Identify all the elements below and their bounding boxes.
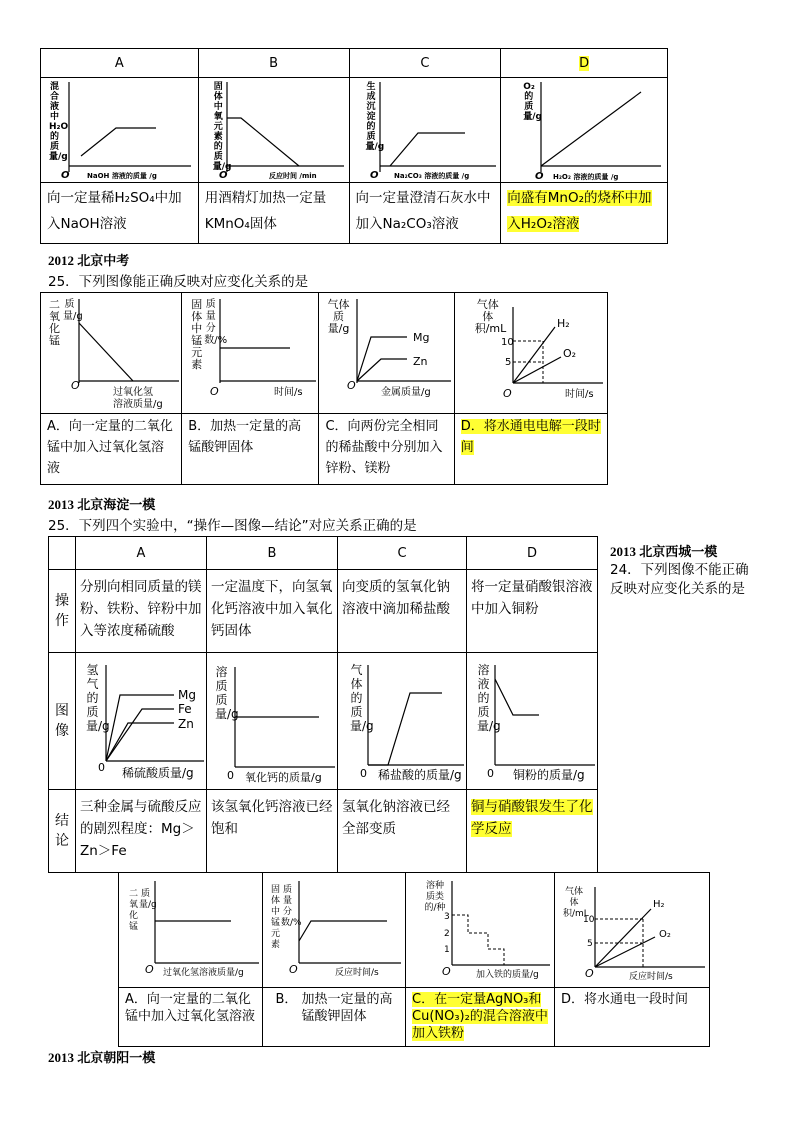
tick-label: 5	[504, 357, 512, 368]
chart-cell-c	[338, 653, 467, 790]
axis-y-label: 固体中锰元素	[191, 298, 203, 371]
svg-text:0: 0	[360, 767, 367, 780]
axis-y-label: 气体体积/mL	[474, 298, 507, 335]
question-25-2012: 25．下列图像能正确反映对应变化关系的是	[48, 274, 309, 290]
row-label-op: 操作	[49, 570, 76, 653]
option-b: 用酒精灯加热一定量KMnO₄固体	[198, 183, 349, 244]
chart-cell-a	[119, 873, 263, 988]
svg-text:O: O	[502, 387, 512, 400]
tick-label: 1	[444, 945, 450, 955]
option-c: C．在一定量AgNO₃和Cu(NO₃)₂的混合溶液中加入铁粉	[406, 988, 555, 1047]
option-b: B．加热一定量的高锰酸钾固体	[182, 414, 319, 485]
axis-y-label: 混合液中H₂O的质量/g	[49, 82, 69, 162]
svg-text:O: O	[585, 967, 594, 980]
header-b: B	[207, 537, 338, 570]
axis-y-label: 溶种质类的/种	[424, 881, 446, 913]
svg-text:O: O	[218, 170, 228, 181]
svg-text:O: O	[535, 171, 544, 182]
conclusion-c: 氢氧化钠溶液已经全部变质	[338, 790, 467, 873]
axis-x-label: 反应时间/s	[629, 972, 673, 982]
table-2013-xicheng	[118, 872, 710, 1047]
axis-x-label: 铜粉的质量/g	[513, 768, 585, 782]
svg-text:0: 0	[98, 761, 105, 774]
series-label-zn: Zn	[178, 717, 194, 731]
chart-2012-a	[41, 293, 181, 413]
axis-y-label-2: 质量分数/%	[281, 885, 302, 928]
header-a: A	[41, 49, 199, 78]
question-25-2013: 25．下列四个实验中，“操作—图像—结论”对应关系正确的是	[48, 518, 417, 534]
tick-label: 10	[500, 337, 514, 348]
option-d: D．将水通电电解一段时间	[454, 414, 607, 485]
row-label-conclusion: 结论	[49, 790, 76, 873]
axis-y-label: 气体体积/mL	[563, 887, 589, 919]
svg-text:0: 0	[227, 769, 234, 782]
chart-cell-d	[454, 293, 607, 414]
chart-cell-b	[198, 78, 349, 183]
svg-text:O: O	[347, 379, 357, 392]
chart-cell-a	[76, 653, 207, 790]
header-c: C	[338, 537, 467, 570]
axis-x-label: 加入铁的质量/g	[476, 970, 539, 980]
series-label-o2: O₂	[562, 347, 576, 360]
chart-cell-c	[349, 78, 501, 183]
axis-x-label: NaOH 溶液的质量 /g	[87, 172, 157, 180]
axis-x-label: H₂O₂ 溶液的质量 /g	[553, 173, 619, 181]
series-label-zn: Zn	[413, 355, 428, 368]
axis-x-label: 时间/s	[564, 389, 594, 400]
table-2012	[40, 292, 608, 485]
question-24-2013: 24．下列图像不能正确反映对应变化关系的是	[610, 562, 749, 597]
conclusion-a: 三种金属与硫酸反应的剧烈程度：Mg＞Zn＞Fe	[76, 790, 207, 873]
axis-y-label: 氢气的质量/g	[86, 663, 110, 733]
conclusion-b: 该氢氧化钙溶液已经饱和	[207, 790, 338, 873]
section-title-2013-xicheng: 2013 北京西城一模	[610, 544, 718, 559]
series-label-mg: Mg	[178, 688, 196, 702]
option-a: A．向一定量的二氧化锰中加入过氧化氢溶液	[119, 988, 263, 1047]
option-a: A．向一定量的二氧化锰中加入过氧化氢溶液	[41, 414, 182, 485]
header-c: C	[349, 49, 501, 78]
axis-x-label: Na₂CO₃ 溶液的质量 /g	[393, 172, 469, 180]
header-d: D	[467, 537, 598, 570]
chart-cell-c	[406, 873, 555, 988]
series-label-mg: Mg	[413, 331, 430, 344]
chart-cell-b	[207, 653, 338, 790]
axis-y-label-2: 质量/g	[63, 299, 83, 322]
header-b: B	[198, 49, 349, 78]
axis-y-label: 二氧化锰	[128, 889, 138, 932]
tick-label: 10	[583, 915, 595, 925]
table-2013-haidian	[48, 536, 598, 873]
axis-y-label: 固体中氧元素的质量/g	[212, 82, 232, 172]
op-a: 分别向相同质量的镁粉、铁粉、锌粉中加入等浓度稀硫酸	[76, 570, 207, 653]
svg-text:O: O	[145, 963, 154, 976]
series-label-h2: H₂	[653, 899, 665, 910]
axis-y-label: O₂的质量/g	[523, 82, 542, 122]
origin-label: O	[61, 170, 70, 181]
series-label-fe: Fe	[178, 702, 192, 716]
axis-x-label: 过氧化氢溶液质量/g	[163, 968, 244, 978]
svg-text:O: O	[369, 170, 379, 181]
axis-y-label: 溶液的质量/g	[477, 663, 501, 733]
axis-y-label: 二氧化锰	[49, 298, 60, 347]
op-b: 一定温度下，向氢氧化钙溶液中加入氧化钙固体	[207, 570, 338, 653]
row-label-chart: 图像	[49, 653, 76, 790]
svg-text:0: 0	[487, 767, 494, 780]
axis-y-label-2: 质量/g	[139, 889, 157, 910]
axis-y-label: 气体质量/g	[327, 298, 350, 335]
series-label-h2: H₂	[556, 317, 570, 330]
option-d: 向盛有MnO₂的烧杯中加入H₂O₂溶液	[501, 183, 668, 244]
chart-cell-a	[41, 293, 182, 414]
table-1	[40, 48, 668, 244]
header-a: A	[76, 537, 207, 570]
axis-x-label: 金属质量/g	[381, 387, 432, 398]
header-d: D	[501, 49, 668, 78]
chart-cell-b	[182, 293, 319, 414]
op-d: 将一定量硝酸银溶液中加入铜粉	[467, 570, 598, 653]
option-c: 向一定量澄清石灰水中加入Na₂CO₃溶液	[349, 183, 501, 244]
axis-y-label: 固体中锰元素	[270, 885, 280, 950]
chart-cell-c	[319, 293, 454, 414]
op-c: 向变质的氢氧化钠溶液中滴加稀盐酸	[338, 570, 467, 653]
series-label-o2: O₂	[659, 929, 671, 940]
chart-cell-d	[467, 653, 598, 790]
conclusion-d: 铜与硝酸银发生了化学反应	[467, 790, 598, 873]
axis-y-label: 生成沉淀的质量/g	[365, 82, 385, 152]
tick-label: 3	[444, 912, 450, 922]
axis-x-label-2: 溶液质量/g	[113, 399, 163, 410]
svg-text:O: O	[71, 379, 80, 392]
svg-text:O: O	[289, 963, 298, 976]
axis-y-label: 溶质质量/g	[215, 665, 239, 721]
axis-x-label: 稀硫酸质量/g	[122, 766, 194, 780]
section-title-2012: 2012 北京中考	[48, 253, 130, 268]
axis-x-label: 过氧化氢	[113, 387, 153, 398]
axis-x-label: 氧化钙的质量/g	[245, 771, 322, 784]
svg-text:O: O	[210, 385, 219, 398]
option-a: 向一定量稀H₂SO₄中加入NaOH溶液	[41, 183, 199, 244]
axis-x-label: 时间/s	[274, 387, 303, 398]
chart-cell-b	[263, 873, 406, 988]
chart-cell-a	[41, 78, 199, 183]
axis-y-label-2: 质量分数/%	[204, 299, 228, 346]
axis-x-label: 反应时间 /min	[268, 172, 317, 180]
axis-y-label: 气体的质量/g	[350, 663, 374, 733]
option-c: C．向两份完全相同的稀盐酸中分别加入锌粉、镁粉	[319, 414, 454, 485]
section-title-2013-haidian: 2013 北京海淀一模	[48, 497, 156, 512]
tick-label: 2	[444, 929, 450, 939]
section-title-2013-chaoyang: 2013 北京朝阳一模	[48, 1050, 156, 1065]
svg-text:O: O	[442, 965, 451, 978]
axis-x-label: 稀盐酸的质量/g	[378, 768, 462, 782]
chart-cell-d	[501, 78, 668, 183]
axis-x-label: 反应时间/s	[335, 968, 379, 978]
chart-cell-d	[555, 873, 710, 988]
tick-label: 5	[587, 939, 593, 949]
option-b: B． 加热一定量的高锰酸钾固体	[263, 988, 406, 1047]
option-d: D．将水通电一段时间	[555, 988, 710, 1047]
